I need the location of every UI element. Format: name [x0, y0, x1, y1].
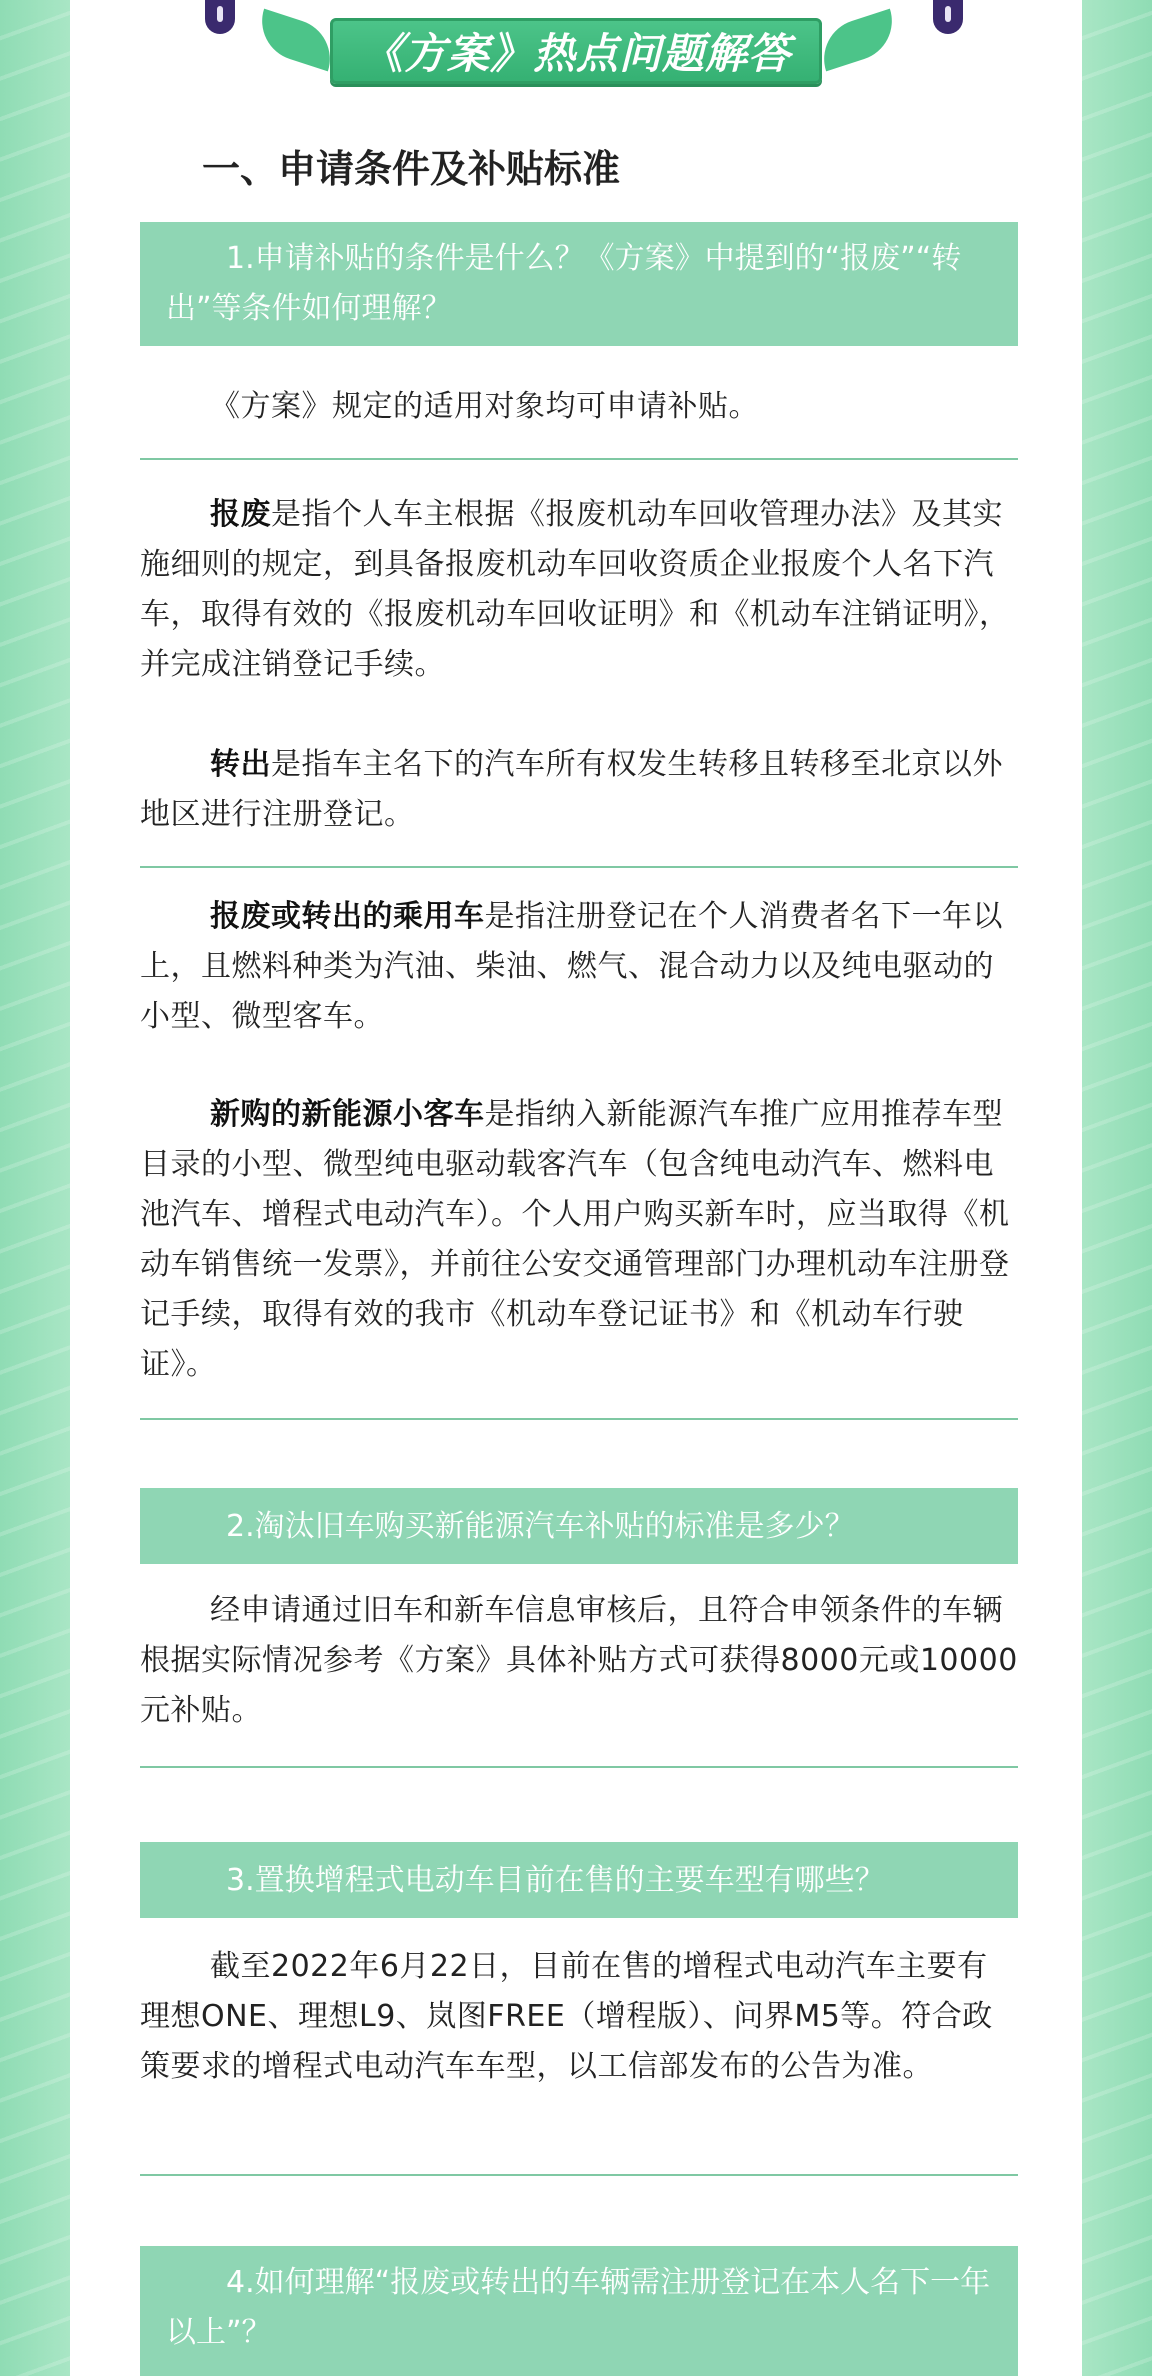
paragraph-scrap — [140, 490, 1018, 690]
leaf-icon — [252, 9, 340, 72]
term-nev: 新购的新能源小客车 — [210, 1097, 485, 1132]
question-2: 2.淘汰旧车购买新能源汽车补贴的标准是多少？ — [140, 1488, 1018, 1564]
term-transfer: 转出 — [210, 747, 271, 782]
question-3: 3.置换增程式电动车目前在售的主要车型有哪些？ — [140, 1842, 1018, 1918]
divider — [140, 458, 1018, 460]
answer-2: 经申请通过旧车和新车信息审核后，且符合申领条件的车辆根据实际情况参考《方案》具体补贴方式可获得8000元或10000元补贴。 — [140, 1593, 1018, 1728]
paragraph-nev — [140, 1090, 1018, 1390]
right-decor-stripe — [1082, 0, 1152, 2376]
section-title: 一、申请条件及补贴标准 — [202, 147, 621, 191]
answer-1: 《方案》规定的适用对象均可申请补贴。 — [210, 389, 759, 424]
question-4: 4.如何理解“报废或转出的车辆需注册登记在本人名下一年以上”？ — [140, 2246, 1018, 2376]
term-scrap: 报废 — [210, 497, 271, 532]
term-passenger: 报废或转出的乘用车 — [210, 899, 485, 934]
left-decor-stripe — [0, 0, 70, 2376]
pin-icon — [933, 0, 963, 34]
article-page — [70, 0, 1082, 2376]
header-banner — [70, 0, 1082, 90]
leaf-icon — [814, 9, 902, 72]
divider — [140, 1766, 1018, 1768]
pin-icon — [205, 0, 235, 34]
paragraph-transfer-text: 是指车主名下的汽车所有权发生转移且转移至北京以外地区进行注册登记。 — [140, 747, 1003, 832]
answer-3: 截至2022年6月22日，目前在售的增程式电动汽车主要有理想ONE、理想L9、岚图FREE（增程版）、问界M5等。符合政策要求的增程式电动汽车车型，以工信部发布的公告为准。 — [140, 1949, 993, 2084]
paragraph-passenger-text: 是指注册登记在个人消费者名下一年以上，且燃料种类为汽油、柴油、燃气、混合动力以及纯电驱动的小型、微型客车。 — [140, 899, 1003, 1034]
divider — [140, 866, 1018, 868]
paragraph-scrap-text: 是指个人车主根据《报废机动车回收管理办法》及其实施细则的规定，到具备报废机动车回收资质企业报废个人名下汽车，取得有效的《报废机动车回收证明》和《机动车注销证明》，并完成注销登记手续。 — [140, 497, 1010, 682]
banner-title: 《方案》热点问题解答 — [360, 29, 791, 78]
divider — [140, 1418, 1018, 1420]
question-1: 1.申请补贴的条件是什么？《方案》中提到的“报废”“转出”等条件如何理解？ — [140, 222, 1018, 346]
paragraph-passenger — [140, 892, 1018, 1042]
divider — [140, 2174, 1018, 2176]
paragraph-nev-text: 是指纳入新能源汽车推广应用推荐车型目录的小型、微型纯电驱动载客汽车（包含纯电动汽车、燃料电池汽车、增程式电动汽车）。个人用户购买新车时，应当取得《机动车销售统一发票》，并前往公安交通管理部门办理机动车注册登记手续，取得有效的我市《机动车登记证书》和《机动车行驶证》。 — [140, 1097, 1010, 1382]
banner-title-box — [330, 18, 822, 84]
paragraph-transfer — [140, 740, 1018, 840]
